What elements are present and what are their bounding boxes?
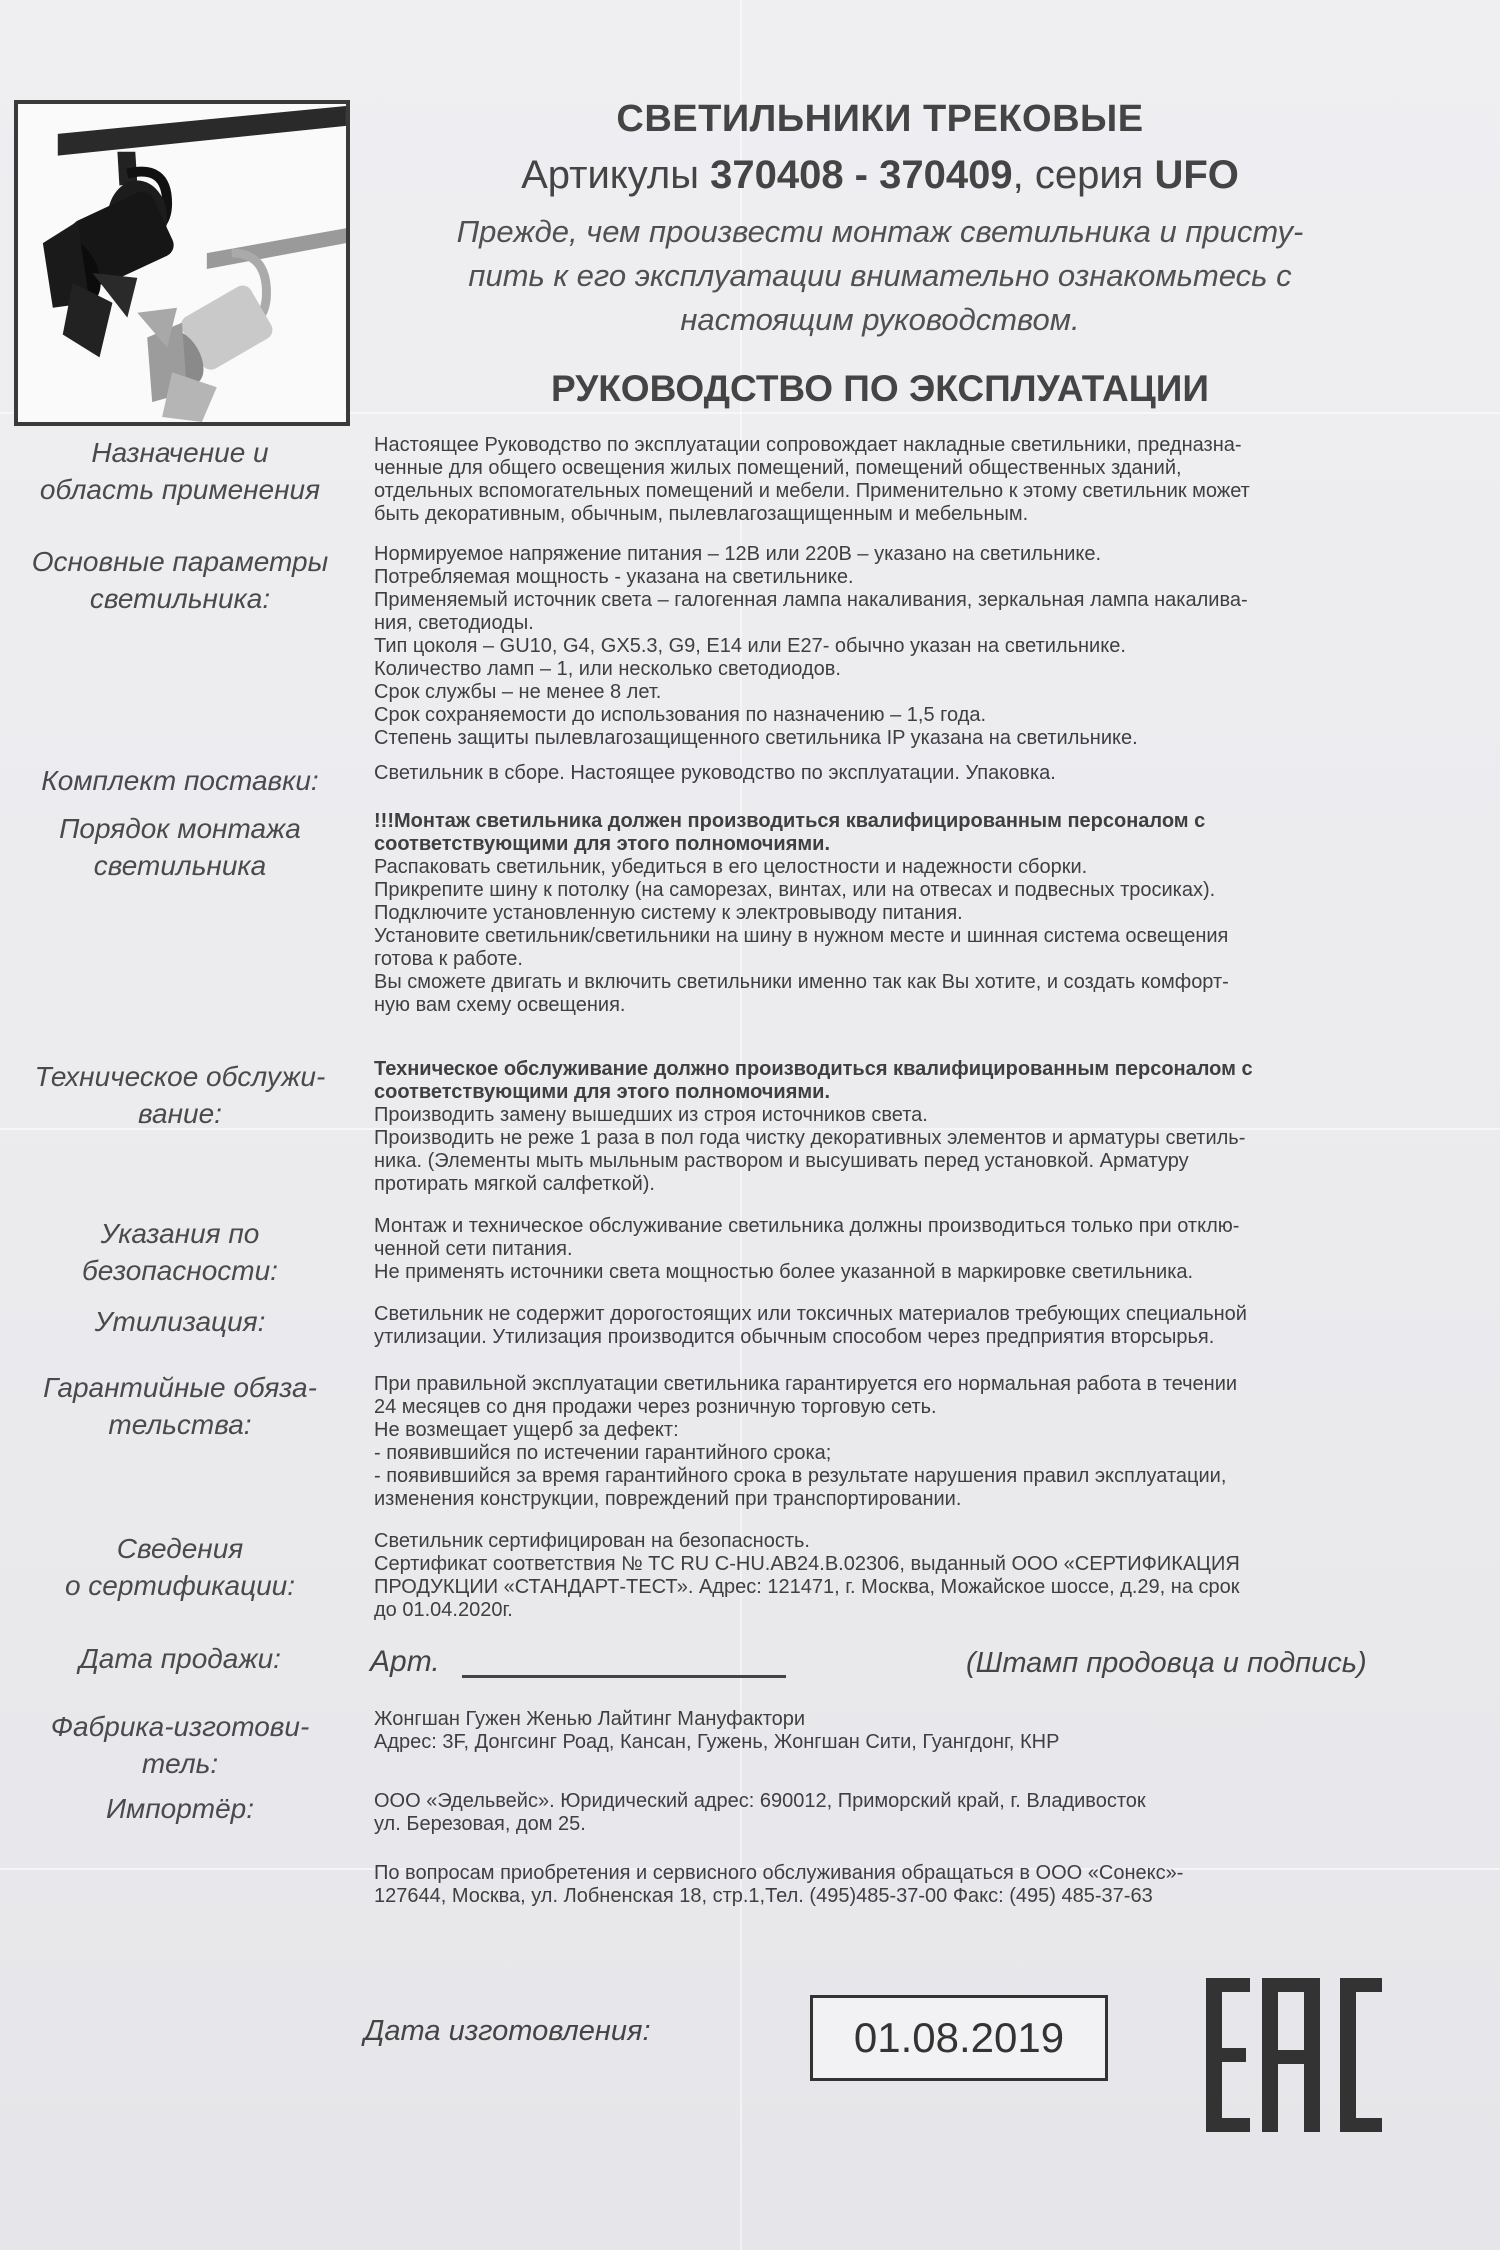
section-label xyxy=(10,1369,350,1443)
content-line: Производить замену вышедших из строя источников света. xyxy=(374,1104,928,1126)
intro-line: пить к его эксплуатации внимательно ознакомьтесь с xyxy=(468,258,1292,293)
content-line: При правильной эксплуатации светильника гарантируется его нормальная работа в течении xyxy=(374,1373,1238,1395)
content-line: - появившийся по истечении гарантийного срока; xyxy=(374,1442,832,1464)
intro-note xyxy=(370,210,1390,342)
content-line: Монтаж и техническое обслуживание светильника должны производиться только при отклю- xyxy=(374,1215,1240,1237)
article-line xyxy=(370,153,1390,198)
section-content xyxy=(374,1708,1394,1754)
section-label-line: тель: xyxy=(141,1748,219,1779)
content-line: По вопросам приобретения и сервисного обслуживания обращаться в ООО «Сонекс»- xyxy=(374,1862,1184,1884)
section-label-line: Основные параметры xyxy=(31,546,329,577)
article-numbers: 370408 - 370409 xyxy=(710,153,1013,197)
content-line: изменения конструкции, повреждений при транспортировании. xyxy=(374,1488,962,1510)
content-line: Настоящее Руководство по эксплуатации сопровождает накладные светильники, предназна- xyxy=(374,434,1242,456)
content-line: 24 месяцев со дня продажи через розничную торговую сеть. xyxy=(374,1396,937,1418)
content-line: отдельных вспомогательных помещений и мебели. Применительно к этому светильник может xyxy=(374,480,1250,502)
content-line: Не применять источники света мощностью более указанной в маркировке светильника. xyxy=(374,1261,1194,1283)
section-label-line: Порядок монтажа xyxy=(59,813,301,844)
manufacture-date-box xyxy=(810,1995,1108,2081)
section-label-line: светильника: xyxy=(89,583,271,614)
section-label-line: Импортёр: xyxy=(105,1793,255,1824)
section-label xyxy=(10,810,350,884)
content-line: Жонгшан Гужен Женью Лайтинг Мануфактори xyxy=(374,1708,806,1730)
content-line: Срок службы – не менее 8 лет. xyxy=(374,681,662,703)
content-line: Сертификат соответствия № ТС RU C-HU.AB24.B.02306, выданный ООО «СЕРТИФИКАЦИЯ xyxy=(374,1553,1240,1575)
section-content xyxy=(374,543,1394,750)
content-line: Потребляемая мощность - указана на светильнике. xyxy=(374,566,854,588)
series-prefix: , серия xyxy=(1012,153,1144,197)
content-line: ную вам схему освещения. xyxy=(374,994,626,1016)
content-line: протирать мягкой салфеткой). xyxy=(374,1173,655,1195)
manual-heading: РУКОВОДСТВО ПО ЭКСПЛУАТАЦИИ xyxy=(551,368,1209,409)
section-content xyxy=(374,1303,1394,1349)
content-line: ния, светодиоды. xyxy=(374,612,534,634)
content-line: Прикрепите шину к потолку (на саморезах, винтах, или на отвесах и подвесных тросиках). xyxy=(374,879,1216,901)
section-label-line: Техническое обслужи- xyxy=(34,1061,326,1092)
warning-line: соответствующими для этого полномочиями. xyxy=(374,833,831,855)
section-label-line: Назначение и xyxy=(91,437,269,468)
content-line: ООО «Эдельвейс». Юридический адрес: 690012, Приморский край, г. Владивосток xyxy=(374,1790,1146,1812)
section-label-line: вание: xyxy=(138,1098,222,1129)
section-content xyxy=(374,762,1394,785)
content-line: готова к работе. xyxy=(374,948,523,970)
content-line: Количество ламп – 1, или несколько светодиодов. xyxy=(374,658,841,680)
content-line: Распаковать светильник, убедиться в его целостности и надежности сборки. xyxy=(374,856,1088,878)
content-line: Адрес: 3F, Донгсинг Роад, Кансан, Гужень, Жонгшан Сити, Гуангдонг, КНР xyxy=(374,1731,1060,1753)
intro-line: Прежде, чем произвести монтаж светильника и присту- xyxy=(456,214,1304,249)
content-line: ника. (Элементы мыть мыльным раствором и высушивать перед установкой. Арматуру xyxy=(374,1150,1189,1172)
series-name: UFO xyxy=(1154,153,1239,197)
section-content xyxy=(374,434,1394,526)
section-label-line: светильника xyxy=(93,850,267,881)
content-line: Не возмещает ущерб за дефект: xyxy=(374,1419,679,1441)
section-label-line: область применения xyxy=(39,474,321,505)
section-content xyxy=(374,1058,1394,1196)
manufacture-date: 01.08.2019 xyxy=(853,2014,1065,2061)
warning-line: Техническое обслуживание должно производиться квалифицированным персоналом с xyxy=(374,1058,1253,1080)
section-label xyxy=(10,1790,350,1827)
section-label xyxy=(10,762,350,799)
intro-line: настоящим руководством. xyxy=(680,302,1080,337)
section-label-line: Фабрика-изготови- xyxy=(50,1711,310,1742)
content-line: Тип цоколя – GU10, G4, GX5.3, G9, E14 или E27- обычно указан на светильнике. xyxy=(374,635,1126,657)
stamp-label: (Штамп продовца и подпись) xyxy=(966,1647,1367,1679)
section-label-line: Сведения xyxy=(116,1533,244,1564)
content-line: ПРОДУКЦИИ «СТАНДАРТ-ТЕСТ». Адрес: 121471, г. Москва, Можайское шоссе, д.29, на срок xyxy=(374,1576,1240,1598)
section-label xyxy=(10,1640,350,1677)
content-line: Срок сохраняемости до использования по назначению – 1,5 года. xyxy=(374,704,987,726)
page-title: СВЕТИЛЬНИКИ ТРЕКОВЫЕ xyxy=(616,98,1144,140)
content-line: ченной сети питания. xyxy=(374,1238,573,1260)
section-content xyxy=(374,1530,1394,1622)
section-label xyxy=(10,1215,350,1289)
eac-logo-icon xyxy=(1200,1972,1386,2138)
articles-prefix: Артикулы xyxy=(521,153,699,197)
sale-signature-line xyxy=(462,1675,786,1678)
content-line: Нормируемое напряжение питания – 12В или 220В – указано на светильнике. xyxy=(374,543,1102,565)
section-label xyxy=(10,434,350,508)
section-label-line: безопасности: xyxy=(82,1255,278,1286)
section-label xyxy=(10,1058,350,1132)
section-label-line: Утилизация: xyxy=(94,1306,266,1337)
content-line: Подключите установленную систему к электровыводу питания. xyxy=(374,902,963,924)
sale-article-label: Арт. xyxy=(370,1645,440,1678)
section-label xyxy=(10,1530,350,1604)
content-line: Производить не реже 1 раза в пол года чистку декоративных элементов и арматуры светиль- xyxy=(374,1127,1246,1149)
section-label-line: Указания по xyxy=(100,1218,260,1249)
content-line: быть декоративным, обычным, пылевлагозащищенным и мебельным. xyxy=(374,503,1029,525)
manufacture-date-label: Дата изготовления: xyxy=(364,2015,651,2047)
section-label xyxy=(10,1303,350,1340)
content-line: Установите светильник/светильники на шину в нужном месте и шинная система освещения xyxy=(374,925,1229,947)
section-label-line: Гарантийные обяза- xyxy=(43,1372,317,1403)
content-line: Светильник в сборе. Настоящее руководство по эксплуатации. Упаковка. xyxy=(374,762,1056,784)
content-line: Применяемый источник света – галогенная лампа накаливания, зеркальная лампа накалива- xyxy=(374,589,1248,611)
content-line: Светильник сертифицирован на безопасность. xyxy=(374,1530,810,1552)
content-line: - появившийся за время гарантийного срока в результате нарушения правил эксплуатации, xyxy=(374,1465,1227,1487)
section-label xyxy=(10,1708,350,1782)
warning-line: соответствующими для этого полномочиями. xyxy=(374,1081,831,1103)
content-line: ченные для общего освещения жилых помещений, помещений общественных зданий, xyxy=(374,457,1182,479)
header xyxy=(370,98,1390,410)
content-line: до 01.04.2020г. xyxy=(374,1599,513,1621)
track-spotlight-illustration xyxy=(18,104,346,422)
section-content xyxy=(374,810,1394,1017)
content-line: утилизации. Утилизация производится обычным способом через предприятия вторсырья. xyxy=(374,1326,1215,1348)
product-photo xyxy=(14,100,350,426)
content-line: 127644, Москва, ул. Лобненская 18, стр.1,Тел. (495)485-37-00 Факс: (495) 485-37-63 xyxy=(374,1885,1153,1907)
content-line: Степень защиты пылевлагозащищенного светильника IP указана на светильнике. xyxy=(374,727,1138,749)
eac-mark xyxy=(1200,1972,1386,2138)
section-label-line: Дата продажи: xyxy=(79,1643,281,1674)
section-label-line: о сертификации: xyxy=(64,1570,296,1601)
section-label-line: Комплект поставки: xyxy=(41,765,319,796)
content-line: ул. Березовая, дом 25. xyxy=(374,1813,586,1835)
section-label-line: тельства: xyxy=(108,1409,252,1440)
section-label xyxy=(10,543,350,617)
section-content xyxy=(374,1790,1394,1836)
section-content xyxy=(374,1215,1394,1284)
content-line: Светильник не содержит дорогостоящих или токсичных материалов требующих специальной xyxy=(374,1303,1247,1325)
content-line: Вы сможете двигать и включить светильники именно так как Вы хотите, и создать комфорт- xyxy=(374,971,1229,993)
section-content xyxy=(374,1862,1394,1908)
section-content xyxy=(374,1373,1394,1511)
warning-line: !!!Монтаж светильника должен производиться квалифицированным персоналом с xyxy=(374,810,1206,832)
